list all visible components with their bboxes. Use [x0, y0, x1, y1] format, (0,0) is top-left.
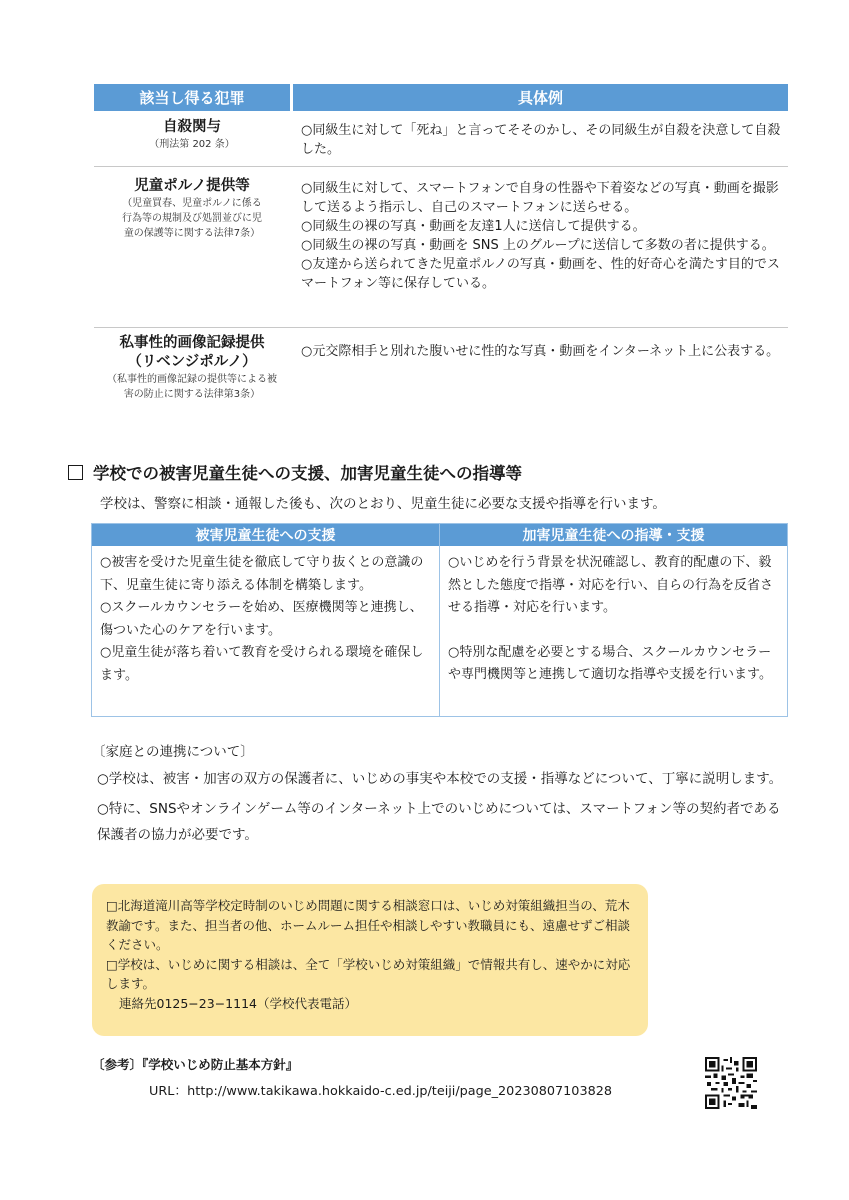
example-item: ○元交際相手と別れた腹いせに性的な写真・動画をインターネット上に公表する。	[301, 344, 780, 359]
family-heading: 〔家庭との連携について〕	[92, 744, 254, 760]
example-item: ○友達から送られてきた児童ポルノの写真・動画を、性的好奇心を満たす目的でスマートフォン等に保存している。	[301, 257, 780, 291]
victim-support-header: 被害児童生徒への支援	[92, 524, 439, 546]
crime-name: 私事性的画像記録提供	[119, 335, 265, 351]
header-crime: 該当し得る犯罪	[94, 84, 290, 111]
list-item: ○いじめを行う背景を状況確認し、教育的配慮の下、毅然とした態度で指導・対応を行い、自らの行為を反省させる指導・対応を行います。	[448, 555, 774, 615]
consultation-notice	[92, 884, 648, 1036]
list-item: ○学校は、被害・加害の双方の保護者に、いじめの事実や本校での支援・指導などについて、丁寧に説明します。	[97, 771, 783, 787]
square-icon	[68, 465, 83, 480]
family-list	[97, 766, 787, 848]
section-title: 学校での被害児童生徒への支援、加害児童生徒への指導等	[68, 460, 522, 484]
crime-table	[94, 84, 788, 408]
list-item: ○特別な配慮を必要とする場合、スクールカウンセラーや専門機関等と連携して適切な指導や支援を行います。	[448, 644, 772, 682]
crime-law: 童の保護等に関する法律7条）	[123, 228, 261, 239]
offender-guidance-header: 加害児童生徒への指導・支援	[440, 524, 787, 546]
list-item: ○スクールカウンセラーを始め、医療機関等と連携し、傷ついた心のケアを行います。	[100, 600, 423, 638]
support-table	[91, 523, 788, 717]
section-intro: 学校は、警察に相談・通報した後も、次のとおり、児童生徒に必要な支援や指導を行います。	[100, 496, 666, 512]
table-row	[94, 327, 788, 408]
contact-phone: 連絡先0125−23−1114（学校代表電話）	[119, 995, 357, 1011]
notice-item: □学校は、いじめに関する相談は、全て「学校いじめ対策組織」で情報共有し、速やかに対応します。	[106, 956, 631, 991]
example-item: ○同級生の裸の写真・動画を SNS 上のグループに送信して多数の者に提供する。	[301, 238, 775, 253]
qr-code-icon	[705, 1057, 757, 1109]
list-item: ○児童生徒が落ち着いて教育を受けられる環境を確保します。	[100, 645, 424, 683]
reference-url[interactable]: URL：http://www.takikawa.hokkaido-c.ed.jp/teiji/page_20230807103828	[149, 1084, 613, 1099]
crime-law: （刑法第 202 条）	[149, 139, 235, 150]
table-row	[94, 111, 788, 166]
offender-guidance-column	[439, 524, 787, 716]
reference-title: 〔参考〕『学校いじめ防止基本方針』	[92, 1057, 299, 1072]
notice-item: □北海道滝川高等学校定時制のいじめ問題に関する相談窓口は、いじめ対策組織担当の、荒木教諭です。また、担当者の他、ホームルーム担任や相談しやすい教職員にも、遠慮せずご相談ください。	[106, 898, 631, 952]
header-example: 具体例	[293, 84, 788, 111]
example-item: ○同級生に対して「死ね」と言ってそそのかし、その同級生が自殺を決意して自殺した。	[301, 123, 781, 157]
crime-name: 児童ポルノ提供等	[134, 178, 250, 194]
example-item: ○同級生に対して、スマートフォンで自身の性器や下着姿などの写真・動画を撮影して送るよう指示し、自己のスマートフォンに送らせる。	[301, 181, 779, 215]
crime-law: （私事性的画像記録の提供等による被	[107, 374, 277, 385]
crime-law: 害の防止に関する法律第3条）	[123, 389, 261, 400]
crime-law: （児童買春、児童ポルノに係る	[122, 198, 262, 209]
crime-name: 自殺関与	[163, 119, 221, 135]
list-item: ○特に、SNSやオンラインゲーム等のインターネット上でのいじめについては、スマートフォン等の契約者である保護者の協力が必要です。	[97, 801, 781, 843]
crime-law: 行為等の規制及び処罰並びに児	[122, 213, 262, 224]
table-row	[94, 166, 788, 327]
list-item: ○被害を受けた児童生徒を徹底して守り抜くとの意識の下、児童生徒に寄り添える体制を構築します。	[100, 555, 424, 593]
crime-table-header	[94, 84, 788, 111]
crime-name: （リベンジポルノ）	[127, 354, 257, 370]
example-item: ○同級生の裸の写真・動画を友達1人に送信して提供する。	[301, 219, 646, 234]
victim-support-column	[92, 524, 439, 716]
